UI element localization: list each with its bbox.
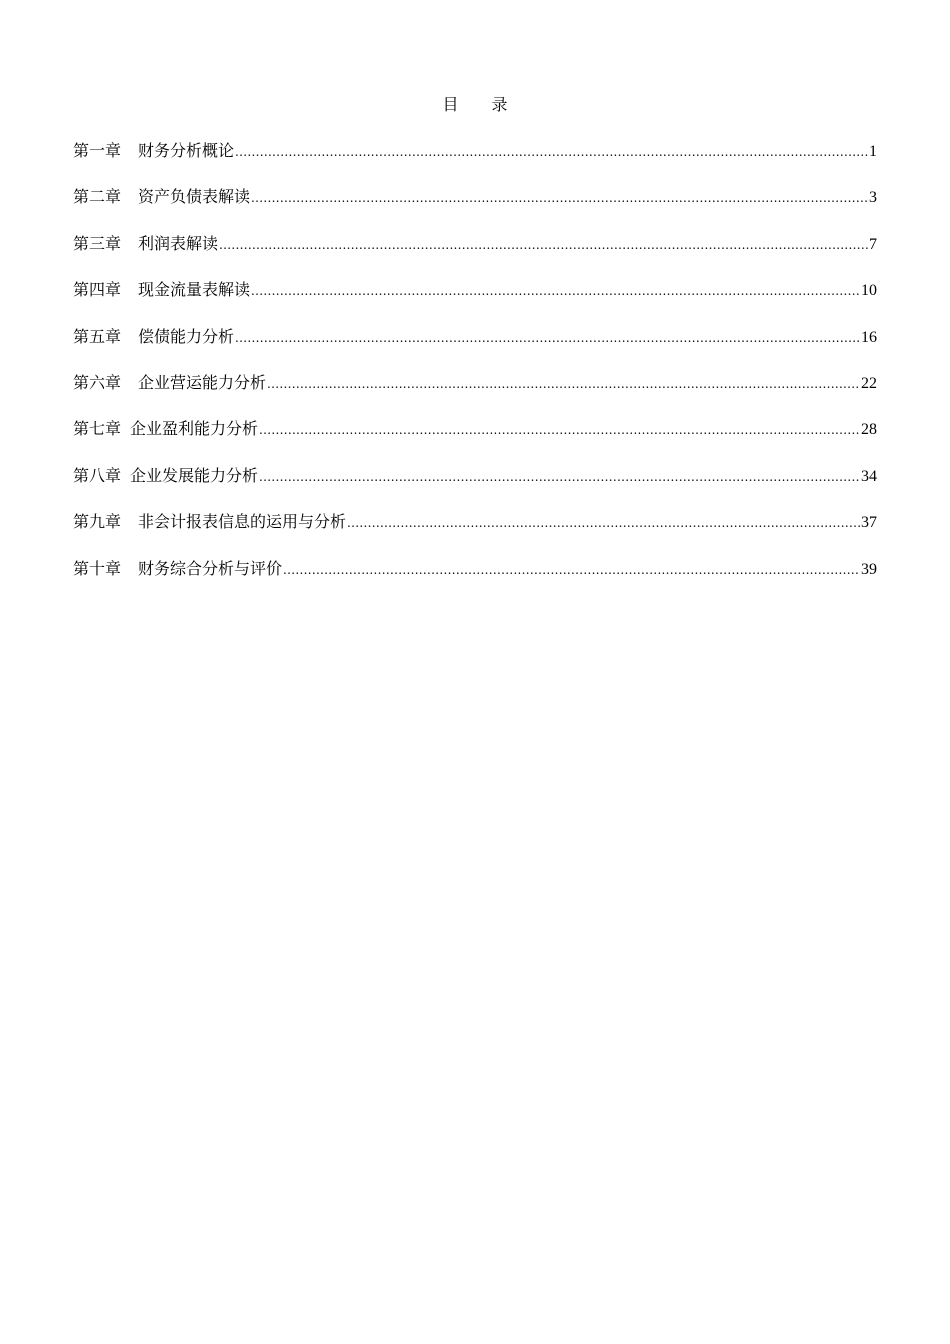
toc-chapter-number: 第十章	[73, 558, 122, 578]
toc-leader-dots	[347, 508, 860, 538]
toc-chapter-number: 第七章	[73, 419, 122, 439]
toc-page-number: 39	[861, 560, 877, 578]
toc-chapter-title: 企业盈利能力分析	[130, 419, 259, 439]
toc-page-number: 37	[861, 514, 877, 532]
toc-chapter-title: 资产负债表解读	[138, 187, 251, 207]
toc-leader-dots	[251, 183, 868, 213]
toc-entry[interactable]	[73, 182, 877, 228]
toc-chapter-number: 第二章	[73, 187, 122, 207]
toc-chapter-number: 第八章	[73, 465, 122, 485]
toc-entry[interactable]	[73, 275, 877, 321]
toc-chapter-title: 利润表解读	[138, 233, 219, 253]
toc-title: 目 录	[442, 95, 522, 114]
toc-chapter-title: 非会计报表信息的运用与分析	[138, 512, 347, 532]
toc-chapter-number: 第一章	[73, 141, 122, 160]
toc-page-number: 3	[869, 189, 877, 207]
toc-chapter-title: 企业发展能力分析	[130, 465, 259, 485]
toc-leader-dots	[259, 462, 860, 492]
toc-leader-dots	[259, 415, 860, 445]
toc-entry[interactable]	[73, 554, 877, 600]
toc-leader-dots	[251, 276, 860, 306]
toc-entry[interactable]	[73, 507, 877, 553]
toc-chapter-title: 企业营运能力分析	[138, 372, 267, 392]
toc-leader-dots	[283, 555, 860, 585]
toc-chapter-title: 偿债能力分析	[138, 326, 235, 346]
toc-entry[interactable]	[73, 461, 877, 507]
toc-leader-dots	[267, 369, 860, 399]
toc-entry[interactable]	[73, 229, 877, 275]
toc-page-number: 16	[861, 328, 877, 346]
toc-entry[interactable]	[73, 322, 877, 368]
toc-leader-dots	[219, 230, 868, 260]
toc-chapter-number: 第六章	[73, 372, 122, 392]
toc-entry[interactable]	[73, 136, 877, 182]
toc-page-number: 7	[869, 235, 877, 253]
toc-chapter-title: 财务综合分析与评价	[138, 558, 283, 578]
toc-page-number: 28	[861, 421, 877, 439]
toc-chapter-title: 财务分析概论	[138, 141, 235, 160]
toc-chapter-number: 第九章	[73, 512, 122, 532]
toc-chapter-title: 现金流量表解读	[138, 280, 251, 300]
toc-page-number: 22	[861, 374, 877, 392]
toc-entry[interactable]	[73, 414, 877, 460]
toc-entry[interactable]	[73, 368, 877, 414]
toc-chapter-number: 第四章	[73, 280, 122, 300]
toc-page-number: 1	[869, 143, 877, 160]
toc-leader-dots	[235, 137, 868, 167]
toc-leader-dots	[235, 323, 860, 353]
toc-chapter-number: 第三章	[73, 233, 122, 253]
toc-page-number: 10	[861, 282, 877, 300]
toc-chapter-number: 第五章	[73, 326, 122, 346]
toc-list	[73, 136, 877, 600]
toc-page-number: 34	[861, 467, 877, 485]
